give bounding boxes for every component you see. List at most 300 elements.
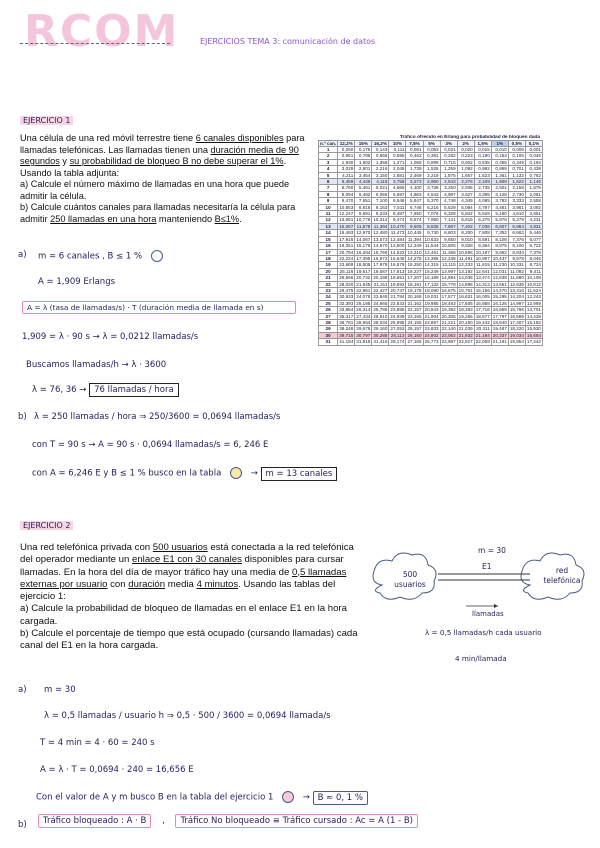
table-channel-cell: 17 — [319, 249, 338, 255]
table-cell: 31,919 — [356, 339, 371, 345]
table-cell: 9,828 — [457, 243, 474, 249]
table-prob-header: 0,5% — [508, 141, 525, 147]
table-cell: 7,352 — [491, 230, 508, 236]
table-cell: 15,249 — [424, 268, 439, 274]
table-cell: 1,602 — [355, 159, 372, 165]
table-cell: 26,314 — [356, 307, 371, 313]
table-cell: 13,385 — [424, 255, 439, 261]
ex1-b-label: b) — [18, 412, 27, 422]
table-cell: 0,762 — [525, 172, 542, 178]
table-cell: 22,427 — [373, 287, 388, 293]
table-cell: 15,548 — [390, 255, 405, 261]
table-cell: 16,189 — [424, 275, 439, 281]
ex1-a6: λ = 76, 36 → 76 llamadas / hora — [32, 385, 179, 395]
table-cell: 4,211 — [338, 172, 355, 178]
table-cell: 7,808 — [474, 230, 491, 236]
table-cell: 19,031 — [424, 294, 439, 300]
ex2-result-a: B ≈ 0, 1 % — [313, 791, 368, 805]
table-cell: 22,827 — [458, 339, 473, 345]
table-cell: 0,992 — [474, 166, 491, 172]
table-cell: 8,200 — [457, 230, 474, 236]
table-cell: 7,100 — [372, 198, 389, 204]
table-cell: 23,545 — [373, 294, 388, 300]
table-prob-header: 7,5% — [406, 141, 423, 147]
table-cell: 8,616 — [355, 204, 372, 210]
table-cell: 10,656 — [458, 249, 473, 255]
table-cell: 24,078 — [356, 294, 371, 300]
table-cell: 2,158 — [508, 185, 525, 191]
table-cell: 7,378 — [525, 249, 542, 255]
table-channel-cell: 7 — [319, 185, 338, 191]
table-cell: 1,622 — [508, 179, 525, 185]
table-cell: 16,858 — [475, 300, 490, 306]
table-cell: 0,282 — [440, 153, 457, 159]
table-cell: 0,005 — [508, 147, 525, 153]
table-prob-header: 0,1% — [525, 141, 542, 147]
table-cell: 6,216 — [423, 204, 440, 210]
table-cell: 10,445 — [407, 230, 422, 236]
table-cell: 23,885 — [390, 307, 405, 313]
table-cell: 0,715 — [440, 159, 457, 165]
ex2-carried-box: Tráfico No bloqueado ≡ Tráfico cursado : Ac = A (1 - B) — [175, 814, 418, 828]
table-cell: 20,305 — [441, 313, 456, 319]
table-cell: 2,935 — [457, 185, 474, 191]
ex1-statement-part: . Usando la tabla adjunta: — [20, 156, 287, 178]
table-cell: 10,812 — [526, 281, 541, 287]
table-cell: 4,797 — [474, 204, 491, 210]
table-cell: 6,328 — [440, 211, 457, 217]
table-cell: 27,053 — [390, 326, 405, 332]
table-cell: 20,732 — [356, 275, 371, 281]
ex1-question-b-part: b) Calcule cuántos canales para llamadas necesitaría la célula para admitir — [20, 202, 296, 224]
header-logo: RCOM — [24, 6, 180, 57]
table-cell: 0,010 — [491, 147, 508, 153]
table-cell: 3,738 — [423, 185, 440, 191]
table-cell: 16,284 — [356, 249, 371, 255]
ex1-question-b — [20, 202, 306, 225]
table-cell: 8,100 — [508, 243, 525, 249]
table-cell: 1,361 — [491, 172, 508, 178]
table-cell: 14,278 — [407, 255, 422, 261]
ex2-a1: m = 30 — [44, 685, 76, 695]
ex1-b1: λ = 250 llamadas / hora ⇒ 250/3600 = 0,0694 llamadas/s — [34, 412, 281, 422]
table-cell: 12,238 — [441, 255, 456, 261]
table-cell: 9,505 — [406, 223, 423, 229]
table-cell: 4,100 — [406, 185, 423, 191]
table-cell: 18,577 — [475, 313, 490, 319]
table-cell: 1,358 — [372, 159, 389, 165]
table-cell: 27,434 — [356, 313, 371, 319]
table-cell: 14,315 — [424, 262, 439, 268]
table-cell: 5,084 — [457, 204, 474, 210]
table-prob-header: 12,2% — [338, 141, 355, 147]
table-cell: 6,607 — [491, 223, 508, 229]
table-cell: 4,543 — [423, 191, 440, 197]
table-channel-cell: 16 — [319, 243, 338, 249]
table-cell: 7,036 — [474, 223, 491, 229]
table-cell: 10,312 — [373, 217, 388, 223]
table-cell: 3,250 — [440, 185, 457, 191]
table-cell: 0,176 — [355, 147, 372, 153]
table-cell: 11,860 — [510, 275, 524, 281]
table-cell: 23,987 — [441, 339, 456, 345]
table-cell: 17,442 — [526, 339, 541, 345]
table-cell: 25,157 — [407, 326, 422, 332]
table-channel-cell: 6 — [319, 179, 338, 185]
table-cell: 6,492 — [355, 191, 372, 197]
table-cell: 32,393 — [339, 300, 354, 306]
ex2-statement — [20, 542, 360, 653]
ex2-statement-part: con — [107, 578, 129, 590]
table-cell: 11,491 — [459, 255, 473, 261]
table-cell: 38,248 — [339, 326, 354, 332]
table-cell: 1,657 — [457, 172, 474, 178]
table-cell: 9,411 — [525, 268, 542, 274]
table-cell: 1,132 — [508, 172, 525, 178]
table-cell: 3,961 — [508, 204, 525, 210]
table-cell: 21,162 — [407, 300, 422, 306]
table-cell: 6,546 — [389, 198, 406, 204]
table-cell: 4,461 — [491, 204, 508, 210]
table-cell: 12,970 — [356, 230, 371, 236]
table-cell: 0,223 — [457, 153, 474, 159]
table-cell: 10,470 — [390, 223, 405, 229]
table-row — [319, 339, 543, 345]
table-cell: 13,651 — [339, 217, 354, 223]
table-cell: 9,233 — [372, 211, 389, 217]
table-cell: 28,554 — [356, 319, 371, 325]
table-cell: 19,442 — [475, 319, 490, 325]
table-cell: 16,631 — [458, 294, 473, 300]
ex1-a5: Buscamos llamadas/h → λ · 3600 — [26, 360, 167, 370]
table-cell: 31,416 — [373, 339, 388, 345]
ex1-question-b-part: 250 llamadas en una hora — [50, 213, 157, 224]
highlight-dot-blue — [151, 250, 163, 262]
table-cell: 3,029 — [338, 166, 355, 172]
table-cell: 13,651 — [492, 281, 507, 287]
table-cell: 28,034 — [373, 319, 388, 325]
table-cell: 8,875 — [491, 243, 508, 249]
table-cell: 10,776 — [356, 217, 371, 223]
table-cell: 16,227 — [407, 268, 422, 274]
table-cell: 0,455 — [491, 159, 508, 165]
table-cell: 10,331 — [509, 262, 524, 268]
table-cell: 41,184 — [339, 339, 354, 345]
ex2-a-label: a) — [18, 685, 27, 695]
table-cell: 15,769 — [373, 249, 388, 255]
table-prob-header: 1,5% — [474, 141, 491, 147]
table-cell: 4,963 — [406, 191, 423, 197]
table-cell: 1,523 — [474, 172, 491, 178]
table-cell: 26,160 — [407, 332, 422, 338]
table-prob-header: 2% — [457, 141, 474, 147]
table-cell: 14,997 — [509, 300, 524, 306]
table-cell: 23,833 — [424, 326, 439, 332]
table-cell: 12,480 — [373, 230, 388, 236]
table-cell: 12,484 — [390, 236, 405, 242]
table-cell: 14,036 — [458, 275, 473, 281]
highlight-dot-pink — [282, 791, 294, 803]
table-cell: 14,204 — [509, 294, 524, 300]
table-cell: 18,383 — [458, 307, 473, 313]
table-cell: 5,279 — [508, 217, 525, 223]
table-channel-cell: 10 — [319, 204, 338, 210]
table-cell: 8,591 — [474, 236, 491, 242]
table-cell: 2,735 — [474, 185, 491, 191]
table-cell: 22,157 — [407, 307, 422, 313]
table-cell: 0,020 — [457, 147, 474, 153]
table-channel-cell: 5 — [319, 172, 338, 178]
ex1-result-a: 76 llamadas / hora — [89, 383, 179, 397]
table-cell: 21,932 — [458, 332, 473, 338]
table-cell: 25,116 — [339, 268, 354, 274]
table-cell: 9,691 — [355, 211, 372, 217]
table-channel-cell: 26 — [319, 307, 338, 313]
table-cell: 12,635 — [509, 281, 524, 287]
table-cell: 13,115 — [441, 262, 456, 268]
table-cell: 15,182 — [526, 319, 541, 325]
table-cell: 3,273 — [406, 179, 423, 185]
table-channel-cell: 30 — [319, 332, 338, 338]
table-cell: 17,916 — [339, 236, 354, 242]
table-prob-header: 15% — [355, 141, 372, 147]
table-prob-header: 1% — [491, 141, 508, 147]
ex1-statement-part: Una célula de una red móvil terrestre tiene — [20, 133, 196, 143]
table-cell: 5,160 — [491, 211, 508, 217]
table-cell: 7,402 — [457, 223, 474, 229]
table-cell: 0,081 — [406, 147, 423, 153]
ex2-statement-part: 4 minutos — [196, 578, 239, 590]
table-cell: 15,067 — [339, 223, 354, 229]
ex1-statement-part: duración media de 90 segundos — [20, 144, 299, 166]
table-cell: 23,669 — [339, 262, 354, 268]
table-channel-cell: 13 — [319, 223, 338, 229]
table-cell: 18,483 — [441, 300, 456, 306]
table-cell: 5,842 — [457, 211, 474, 217]
table-cell: 0,143 — [372, 147, 389, 153]
table-cell: 7,376 — [508, 236, 525, 242]
ex1-statement-part: y — [59, 156, 70, 166]
table-channel-cell: 9 — [319, 198, 338, 204]
table-cell: 0,190 — [474, 153, 491, 159]
table-cell: 15,761 — [458, 287, 473, 293]
table-channel-cell: 21 — [319, 275, 338, 281]
ex1-statement — [20, 133, 306, 225]
table-cell: 19,265 — [458, 313, 473, 319]
table-cell: 2,881 — [389, 172, 406, 178]
table-cell: 21,845 — [356, 281, 371, 287]
table-cell: 5,847 — [406, 198, 423, 204]
diagram-arrow-label: llamadas — [472, 610, 504, 618]
table-cell: 7,141 — [440, 217, 457, 223]
table-cell: 2,276 — [457, 179, 474, 185]
diagram-e1-label: E1 — [482, 562, 492, 571]
table-channel-cell: 23 — [319, 287, 338, 293]
ex1-a2: A = 1,909 Erlangs — [38, 277, 116, 287]
ex2-statement-part: enlace E1 con 30 canales — [132, 554, 242, 566]
table-cell: 5,876 — [491, 217, 508, 223]
table-cell: 11,092 — [510, 268, 524, 274]
ex1-question-a: a) Calcule el número máximo de llamadas en una hora que puede admitir la célula. — [20, 179, 290, 201]
table-cell: 11,394 — [373, 223, 388, 229]
ex2-statement-part: duración — [128, 578, 166, 590]
table-prob-header: 3% — [440, 141, 457, 147]
ex1-a-label: a) — [18, 250, 27, 260]
table-cell: 25,195 — [356, 300, 371, 306]
table-cell: 29,475 — [339, 287, 354, 293]
table-cell: 4,231 — [525, 217, 542, 223]
table-cell: 22,059 — [475, 339, 490, 345]
table-cell: 15,176 — [356, 243, 371, 249]
table-cell: 6,746 — [406, 204, 423, 210]
table-cell: 8,487 — [389, 211, 406, 217]
table-cell: 17,716 — [475, 307, 490, 313]
table-cell: 19,617 — [356, 268, 371, 274]
diagram-cloud-right: red telefónica — [543, 566, 581, 585]
table-cell: 24,155 — [407, 319, 422, 325]
table-cell: 9,650 — [440, 236, 457, 242]
table-cell: 26,910 — [373, 313, 388, 319]
table-cell: 13,997 — [441, 268, 456, 274]
table-cell: 14,522 — [390, 249, 405, 255]
table-cell: 24,939 — [390, 313, 405, 319]
table-cell: 21,039 — [458, 326, 473, 332]
table-cell: 29,675 — [356, 326, 371, 332]
table-cell: 12,333 — [458, 262, 473, 268]
ex1-question-b-part: . — [239, 213, 242, 224]
table-cell: 3,651 — [525, 211, 542, 217]
table-cell: 14,470 — [492, 287, 507, 293]
table-cell: 0,666 — [372, 153, 389, 159]
table-cell: 1,525 — [423, 166, 440, 172]
table-cell: 0,015 — [474, 147, 491, 153]
table-cell: 0,349 — [508, 159, 525, 165]
table-cell: 12,349 — [407, 243, 422, 249]
table-col-header: n.º can. — [320, 141, 337, 146]
table-cell: 0,381 — [423, 153, 440, 159]
table-cell: 17,577 — [441, 294, 456, 300]
table-cell: 7,650 — [406, 211, 423, 217]
table-cell: 2,051 — [525, 191, 542, 197]
table-cell: 19,692 — [390, 281, 405, 287]
table-cell: 8,724 — [525, 262, 542, 268]
table-channel-cell: 19 — [319, 262, 338, 268]
table-cell: 16,872 — [373, 255, 388, 261]
table-channel-cell: 20 — [319, 268, 338, 274]
table-cell: 9,470 — [338, 198, 355, 204]
table-cell: 16,959 — [492, 307, 507, 313]
table-cell: 0,153 — [491, 153, 508, 159]
table-cell: 1,259 — [440, 166, 457, 172]
ex2-statement-part: . Usando las tablas del ejercicio 1: — [20, 578, 336, 603]
table-cell: 4,345 — [457, 198, 474, 204]
table-channel-cell: 28 — [319, 319, 338, 325]
table-cell: 0,053 — [423, 147, 440, 153]
table-cell: 0,961 — [338, 153, 355, 159]
table-cell: 28,020 — [339, 281, 354, 287]
ex1-a1: m = 6 canales , B ≤ 1 % — [38, 250, 163, 262]
table-cell: 21,904 — [424, 313, 439, 319]
table-cell: 9,652 — [491, 249, 508, 255]
table-cell: 19,087 — [373, 268, 388, 274]
table-cell: 11,230 — [493, 262, 507, 268]
table-cell: 22,867 — [424, 319, 439, 325]
table-cell: 3,758 — [389, 179, 406, 185]
table-cell: 0,439 — [525, 166, 542, 172]
table-cell: 5,461 — [355, 185, 372, 191]
table-cell: 28,113 — [390, 332, 405, 338]
ex1-b2: con T = 90 s → A = 90 s · 0,0694 llamadas/s = 6, 246 E — [32, 440, 269, 450]
table-cell: 3,150 — [372, 172, 389, 178]
table-cell: 14,670 — [373, 243, 388, 249]
table-cell: 8,046 — [525, 255, 542, 261]
table-cell: 17,132 — [424, 281, 439, 287]
table-channel-cell: 15 — [319, 236, 338, 242]
table-cell: 17,978 — [373, 262, 388, 268]
table-cell: 19,351 — [339, 243, 354, 249]
table-cell: 8,163 — [372, 204, 389, 210]
table-cell: 2,501 — [355, 166, 372, 172]
table-cell: 2,216 — [372, 166, 389, 172]
table-cell: 3,783 — [491, 198, 508, 204]
table-cell: 4,085 — [474, 198, 491, 204]
table-cell: 1,092 — [457, 166, 474, 172]
ex1-b3: con A = 6,246 E y B ≤ 1 % busco en la tabla → m = 13 canales — [32, 467, 337, 479]
table-cell: 1,930 — [338, 159, 355, 165]
table-cell: 4,115 — [372, 179, 389, 185]
table-cell: 7,076 — [423, 211, 440, 217]
table-cell: 18,080 — [424, 287, 439, 293]
ex2-blocked-box: Tráfico bloqueado : A · B — [38, 814, 151, 828]
table-cell: 11,524 — [527, 287, 541, 293]
table-channel-cell: 14 — [319, 230, 338, 236]
header-line — [20, 43, 170, 44]
table-cell: 39,715 — [339, 332, 354, 338]
table-cell: 19,854 — [509, 339, 524, 345]
table-title: Tráfico ofrecido en Erlang para probabilidad de bloqueo dada — [399, 135, 541, 140]
table-cell: 18,191 — [407, 281, 422, 287]
table-cell: 7,551 — [355, 198, 372, 204]
table-cell: 3,987 — [440, 191, 457, 197]
table-cell: 13,416 — [509, 287, 524, 293]
ex2-a5: Con el valor de A y m busco B en la tabla del ejercicio 1 → B ≈ 0, 1 % — [36, 791, 368, 803]
highlight-dot-yellow — [230, 467, 242, 479]
table-cell: 14,439 — [526, 313, 541, 319]
table-cell: 13,500 — [390, 243, 405, 249]
table-channel-cell: 24 — [319, 294, 338, 300]
table-cell: 9,730 — [423, 230, 440, 236]
table-cell: 15,796 — [509, 307, 524, 313]
table-cell: 19,392 — [441, 307, 456, 313]
table-cell: 17,797 — [492, 313, 507, 319]
table-cell: 1,579 — [525, 185, 542, 191]
table-cell: 5,446 — [525, 230, 542, 236]
table-cell: 3,333 — [508, 198, 525, 204]
table-cell: 0,111 — [389, 147, 406, 153]
ex1-question-b-part: manteniendo — [156, 213, 215, 224]
table-cell: 7,967 — [440, 223, 457, 229]
ex1-question-b-part: B≤1% — [214, 213, 240, 224]
table-cell: 11,368 — [441, 249, 456, 255]
table-cell: 0,602 — [457, 159, 474, 165]
table-cell: 0,869 — [491, 166, 508, 172]
diagram-cloud-left: 500 usuarios — [394, 570, 426, 589]
table-cell: 24,665 — [373, 300, 388, 306]
table-cell: 1,875 — [440, 172, 457, 178]
table-cell: 4,610 — [508, 211, 525, 217]
ex1-statement-part: para llamadas telefónicas. Las llamadas tienen una — [20, 133, 305, 155]
table-cell: 15,930 — [526, 326, 541, 332]
